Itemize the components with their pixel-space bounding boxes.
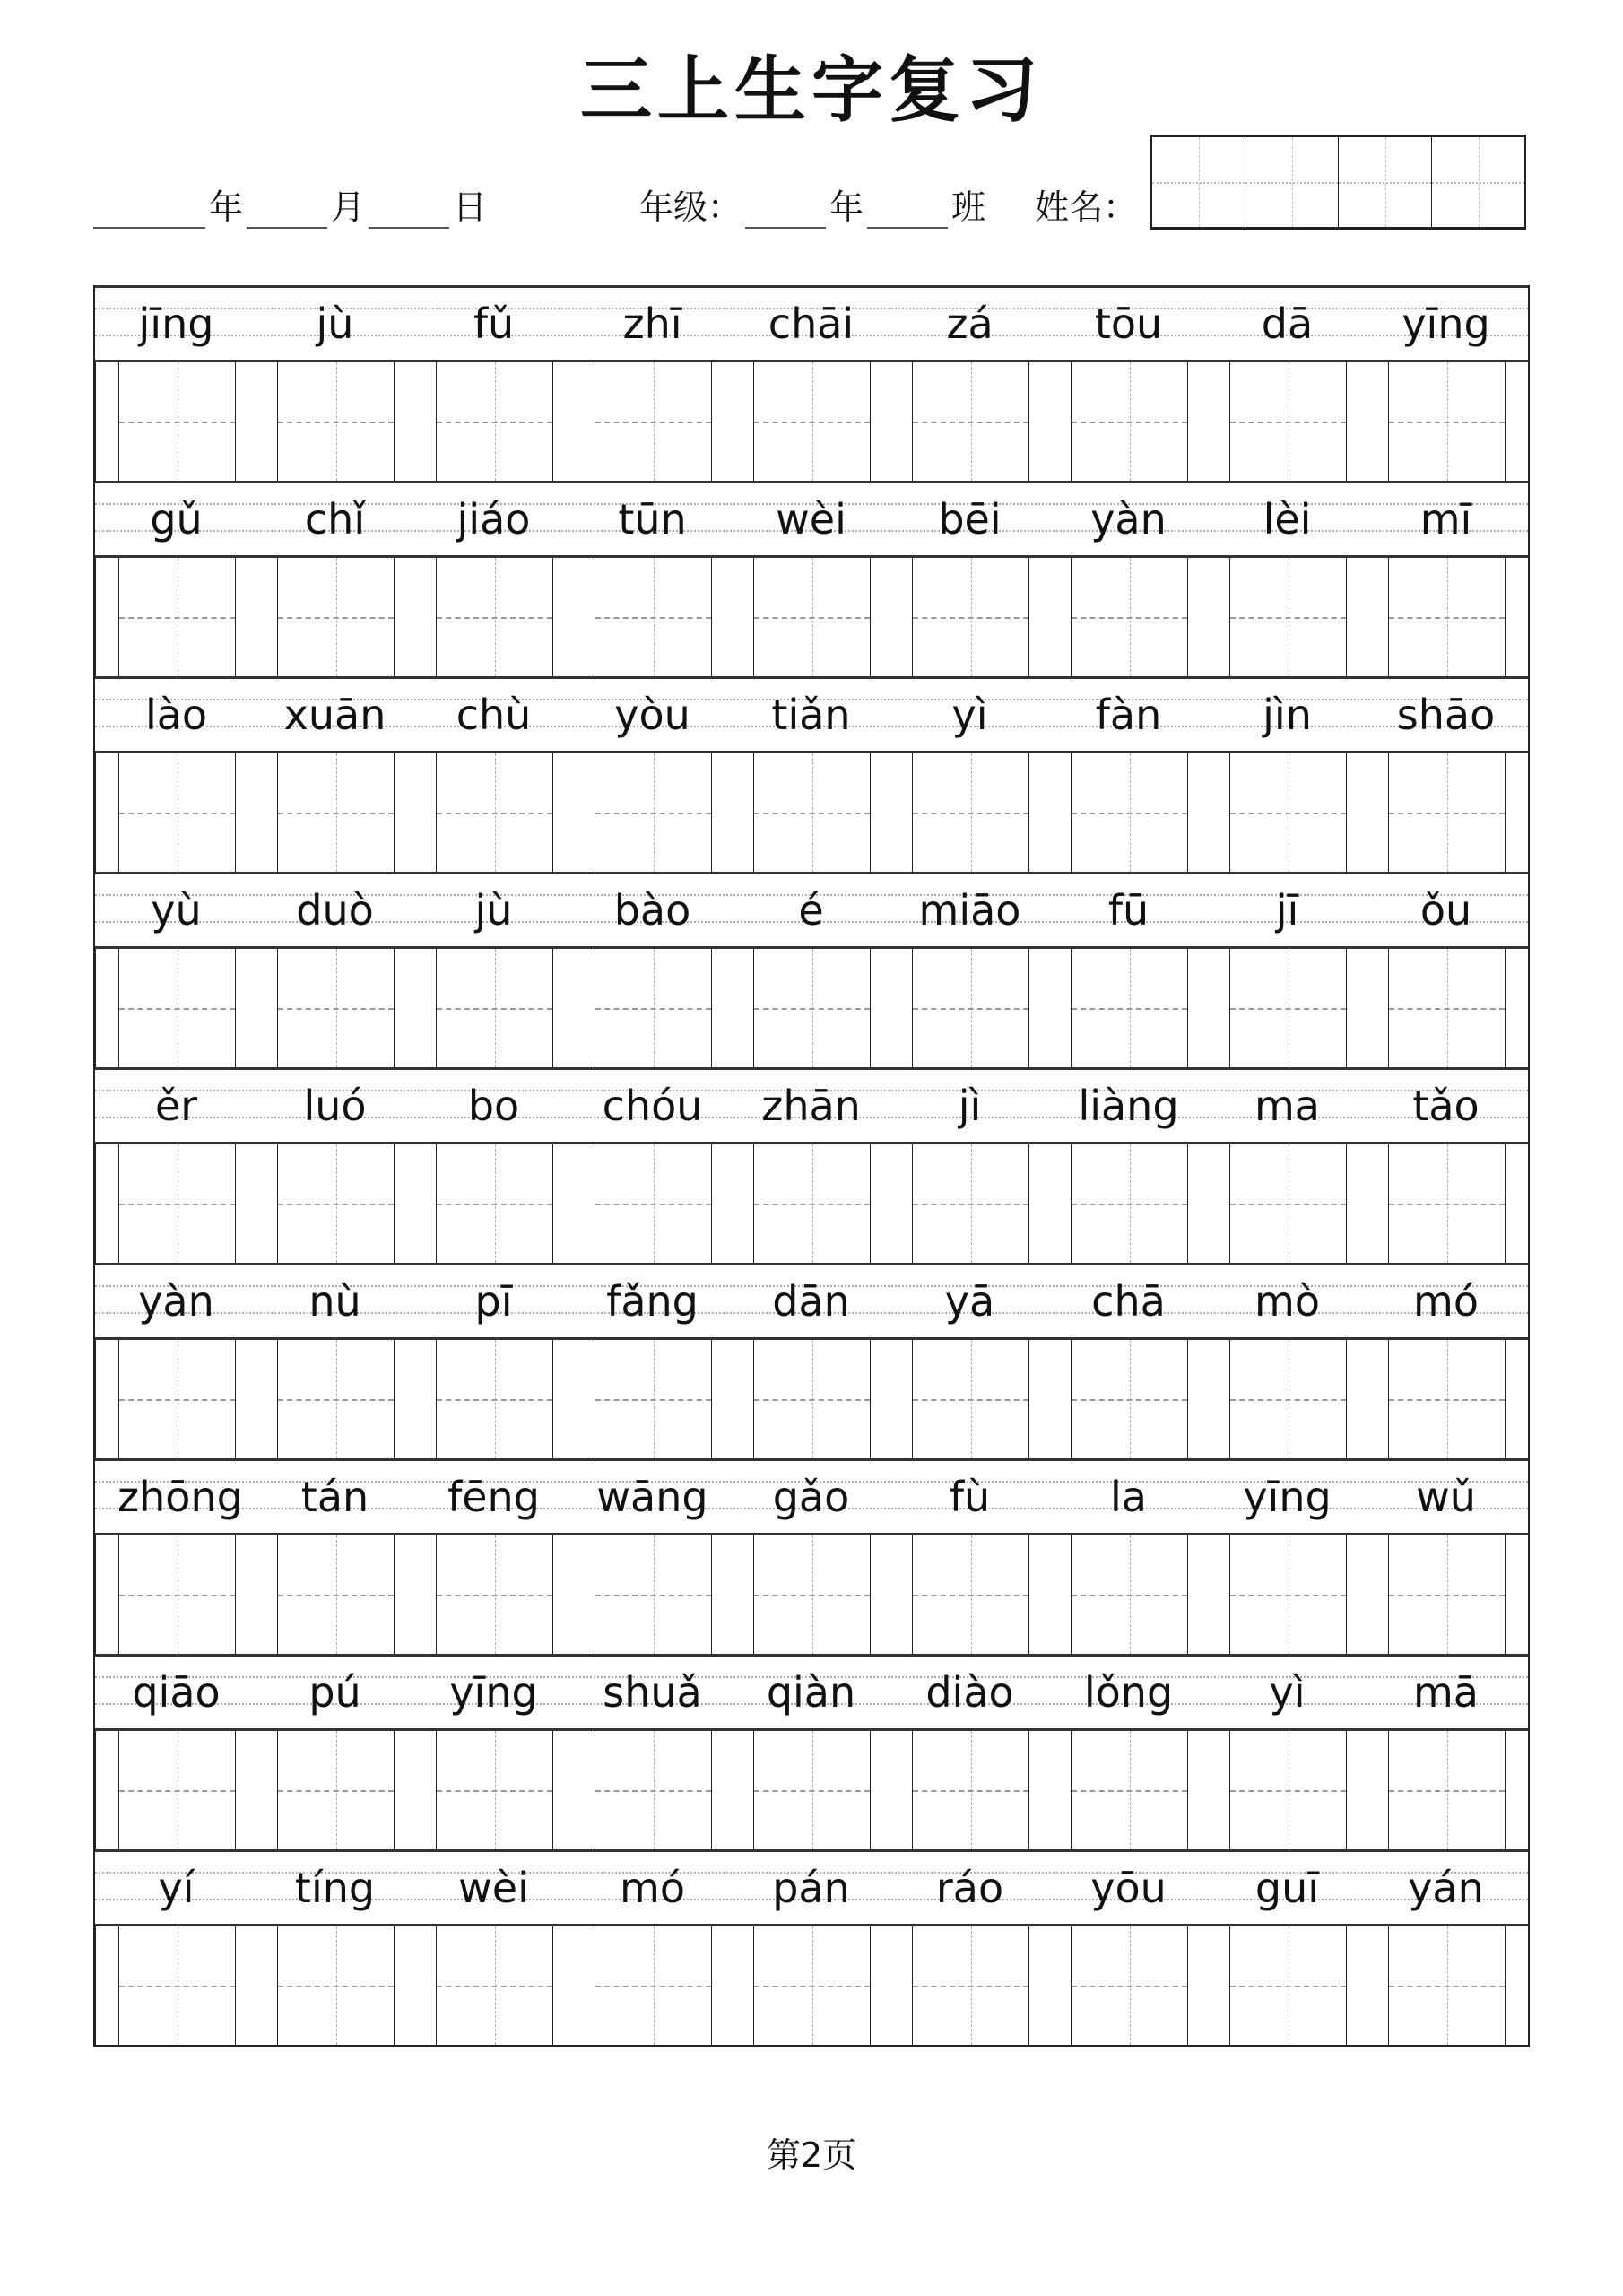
tianzige-writing-cell[interactable] — [1388, 1926, 1506, 2045]
pinyin-label: yí — [158, 1864, 195, 1912]
pinyin-label: zhān — [761, 1082, 861, 1130]
pinyin-label: lào — [144, 691, 208, 739]
tianzige-writing-cell[interactable] — [1071, 1535, 1188, 1654]
tianzige-writing-cell[interactable] — [118, 1535, 236, 1654]
tianzige-writing-cell[interactable] — [753, 558, 871, 676]
tianzige-writing-cell[interactable] — [1388, 1340, 1506, 1458]
writing-row — [95, 1144, 1528, 1263]
writing-row — [95, 753, 1528, 872]
tianzige-writing-cell[interactable] — [1388, 558, 1506, 676]
tianzige-writing-cell[interactable] — [1071, 1144, 1188, 1263]
grade-label: 年级： — [639, 187, 742, 227]
pinyin-label: é — [798, 886, 824, 935]
pinyin-label: liàng — [1078, 1082, 1179, 1130]
writing-row — [95, 362, 1528, 481]
year-label: 年 — [209, 187, 244, 227]
tianzige-writing-cell[interactable] — [118, 1926, 236, 2045]
pinyin-label: yù — [151, 886, 202, 935]
tianzige-writing-cell[interactable] — [1388, 1144, 1506, 1263]
pinyin-row — [95, 1849, 1528, 1926]
pinyin-label: yā — [944, 1277, 995, 1326]
tianzige-writing-cell[interactable] — [595, 949, 712, 1067]
pinyin-label: ma — [1254, 1082, 1320, 1130]
tianzige-writing-cell[interactable] — [436, 558, 553, 676]
pinyin-label: nù — [308, 1277, 361, 1326]
tianzige-writing-cell[interactable] — [912, 1731, 1029, 1849]
pinyin-label: miāo — [918, 886, 1021, 935]
pinyin-row — [95, 872, 1528, 949]
pinyin-row — [95, 481, 1528, 558]
class-blank[interactable] — [867, 191, 948, 229]
month-label: 月 — [331, 187, 366, 227]
tianzige-writing-cell[interactable] — [277, 1731, 395, 1849]
year-blank[interactable] — [93, 191, 205, 229]
name-cell[interactable] — [1245, 137, 1339, 227]
name-cell[interactable] — [1339, 137, 1432, 227]
tianzige-writing-cell[interactable] — [1071, 362, 1188, 481]
tianzige-writing-cell[interactable] — [277, 753, 395, 872]
tianzige-writing-cell[interactable] — [118, 1144, 236, 1263]
tianzige-writing-cell[interactable] — [912, 1144, 1029, 1263]
tianzige-writing-cell[interactable] — [595, 1535, 712, 1654]
tianzige-writing-cell[interactable] — [1071, 753, 1188, 872]
pinyin-label: wǔ — [1416, 1473, 1476, 1521]
pinyin-label: jīng — [138, 300, 214, 348]
pinyin-label: duò — [296, 886, 374, 935]
pinyin-label: tōu — [1094, 300, 1163, 348]
pinyin-label: tūn — [618, 495, 687, 544]
pinyin-label: yàn — [1090, 495, 1167, 544]
pinyin-label: guī — [1254, 1864, 1320, 1912]
tianzige-writing-cell[interactable] — [436, 1535, 553, 1654]
pinyin-label: fǎng — [606, 1277, 699, 1326]
tianzige-writing-cell[interactable] — [436, 1144, 553, 1263]
tianzige-writing-cell[interactable] — [595, 1731, 712, 1849]
header-fields — [90, 179, 1137, 229]
tianzige-writing-cell[interactable] — [1071, 1340, 1188, 1458]
tianzige-writing-cell[interactable] — [1229, 1144, 1347, 1263]
day-blank[interactable] — [369, 191, 449, 229]
pinyin-label: qiàn — [766, 1668, 856, 1717]
tianzige-writing-cell[interactable] — [912, 1926, 1029, 2045]
pinyin-label: jù — [316, 300, 354, 348]
tianzige-writing-cell[interactable] — [1071, 558, 1188, 676]
tianzige-writing-cell[interactable] — [436, 1731, 553, 1849]
pinyin-label: chǐ — [304, 495, 366, 544]
tianzige-writing-cell[interactable] — [595, 1144, 712, 1263]
tianzige-writing-cell[interactable] — [277, 949, 395, 1067]
tianzige-writing-cell[interactable] — [1388, 753, 1506, 872]
tianzige-writing-cell[interactable] — [436, 362, 553, 481]
tianzige-writing-cell[interactable] — [118, 1731, 236, 1849]
pinyin-label: fù — [949, 1473, 991, 1521]
tianzige-writing-cell[interactable] — [277, 1535, 395, 1654]
pinyin-label: chāi — [768, 300, 855, 348]
pinyin-label: shāo — [1396, 691, 1496, 739]
pinyin-label: bào — [613, 886, 691, 935]
pinyin-row — [95, 676, 1528, 753]
tianzige-writing-cell[interactable] — [595, 558, 712, 676]
tianzige-writing-cell[interactable] — [1071, 1926, 1188, 2045]
tianzige-writing-cell[interactable] — [277, 1340, 395, 1458]
pinyin-label: xuān — [283, 691, 386, 739]
pinyin-label: jì — [958, 1082, 982, 1130]
day-label: 日 — [453, 187, 488, 227]
tianzige-writing-cell[interactable] — [277, 558, 395, 676]
pinyin-label: mò — [1254, 1277, 1320, 1326]
practice-sheet — [93, 285, 1530, 2047]
page-number: 第2页 — [766, 2135, 857, 2175]
pinyin-label: chóu — [602, 1082, 703, 1130]
pinyin-label: dān — [772, 1277, 850, 1326]
tianzige-writing-cell[interactable] — [595, 1340, 712, 1458]
grade-blank[interactable] — [745, 191, 826, 229]
pinyin-label: tíng — [294, 1864, 376, 1912]
tianzige-writing-cell[interactable] — [753, 949, 871, 1067]
writing-row — [95, 1926, 1528, 2045]
pinyin-label: yì — [1269, 1668, 1306, 1717]
tianzige-writing-cell[interactable] — [118, 1340, 236, 1458]
pinyin-label: diào — [925, 1668, 1014, 1717]
pinyin-label: tán — [300, 1473, 369, 1521]
pinyin-label: pī — [474, 1277, 513, 1326]
pinyin-label: yòu — [614, 691, 690, 739]
pinyin-label: tiǎn — [771, 691, 851, 739]
pinyin-label: wāng — [596, 1473, 708, 1521]
tianzige-writing-cell[interactable] — [753, 362, 871, 481]
pinyin-label: lèi — [1263, 495, 1312, 544]
pinyin-label: zhōng — [117, 1473, 243, 1521]
tianzige-writing-cell[interactable] — [753, 1731, 871, 1849]
pinyin-label: dā — [1261, 300, 1314, 348]
grade-year-label: 年 — [829, 187, 864, 227]
pinyin-label: fēng — [447, 1473, 540, 1521]
tianzige-writing-cell[interactable] — [277, 362, 395, 481]
tianzige-writing-cell[interactable] — [1229, 949, 1347, 1067]
tianzige-writing-cell[interactable] — [753, 1926, 871, 2045]
tianzige-writing-cell[interactable] — [912, 949, 1029, 1067]
writing-row — [95, 949, 1528, 1067]
tianzige-writing-cell[interactable] — [595, 1926, 712, 2045]
pinyin-label: luó — [303, 1082, 367, 1130]
pinyin-label: lǒng — [1083, 1668, 1174, 1717]
tianzige-writing-cell[interactable] — [753, 1340, 871, 1458]
tianzige-writing-cell[interactable] — [595, 362, 712, 481]
pinyin-row — [95, 1458, 1528, 1535]
pinyin-row — [95, 285, 1528, 362]
writing-row — [95, 1340, 1528, 1458]
tianzige-writing-cell[interactable] — [118, 362, 236, 481]
pinyin-label: ěr — [154, 1082, 198, 1130]
tianzige-writing-cell[interactable] — [595, 753, 712, 872]
tianzige-writing-cell[interactable] — [436, 1926, 553, 2045]
pinyin-label: zhī — [622, 300, 682, 348]
tianzige-writing-cell[interactable] — [753, 753, 871, 872]
tianzige-writing-cell[interactable] — [277, 1144, 395, 1263]
pinyin-label: yīng — [1402, 300, 1490, 348]
tianzige-writing-cell[interactable] — [118, 753, 236, 872]
pinyin-label: chù — [456, 691, 532, 739]
pinyin-label: yàn — [138, 1277, 214, 1326]
name-writing-box[interactable] — [1150, 135, 1526, 230]
pinyin-label: yīng — [1243, 1473, 1332, 1521]
tianzige-writing-cell[interactable] — [1071, 1731, 1188, 1849]
pinyin-label: yán — [1408, 1864, 1484, 1912]
tianzige-writing-cell[interactable] — [912, 1535, 1029, 1654]
name-cell[interactable] — [1152, 137, 1245, 227]
pinyin-label: gǔ — [150, 495, 203, 544]
writing-row — [95, 1731, 1528, 1849]
tianzige-writing-cell[interactable] — [1388, 362, 1506, 481]
pinyin-label: fū — [1107, 886, 1150, 935]
pinyin-label: jù — [474, 886, 513, 935]
pinyin-label: yì — [951, 691, 988, 739]
tianzige-writing-cell[interactable] — [1388, 1535, 1506, 1654]
pinyin-label: ráo — [935, 1864, 1004, 1912]
pinyin-label: fǔ — [473, 300, 515, 348]
name-label: 姓名： — [1035, 187, 1138, 227]
pinyin-row — [95, 1067, 1528, 1144]
tianzige-writing-cell[interactable] — [436, 753, 553, 872]
tianzige-writing-cell[interactable] — [436, 949, 553, 1067]
class-label: 班 — [951, 187, 986, 227]
tianzige-writing-cell[interactable] — [118, 949, 236, 1067]
writing-row — [95, 1535, 1528, 1654]
pinyin-label: jiáo — [456, 495, 531, 544]
writing-row — [95, 558, 1528, 676]
tianzige-writing-cell[interactable] — [1229, 1926, 1347, 2045]
pinyin-label: bo — [467, 1082, 520, 1130]
tianzige-writing-cell[interactable] — [1071, 949, 1188, 1067]
pinyin-row — [95, 1263, 1528, 1340]
pinyin-label: pú — [308, 1668, 361, 1717]
tianzige-writing-cell[interactable] — [1388, 949, 1506, 1067]
tianzige-writing-cell[interactable] — [1229, 1535, 1347, 1654]
tianzige-writing-cell[interactable] — [1229, 1731, 1347, 1849]
tianzige-writing-cell[interactable] — [912, 558, 1029, 676]
pinyin-label: wèi — [776, 495, 846, 544]
tianzige-writing-cell[interactable] — [1229, 362, 1347, 481]
pinyin-row — [95, 1654, 1528, 1731]
pinyin-label: gǎo — [772, 1473, 850, 1521]
month-blank[interactable] — [247, 191, 327, 229]
pinyin-label: fàn — [1095, 691, 1162, 739]
pinyin-label: shuǎ — [603, 1668, 702, 1717]
tianzige-writing-cell[interactable] — [1229, 753, 1347, 872]
tianzige-writing-cell[interactable] — [912, 753, 1029, 872]
pinyin-label: qiāo — [132, 1668, 221, 1717]
pinyin-label: jī — [1275, 886, 1299, 935]
pinyin-label: yīng — [449, 1668, 538, 1717]
pinyin-label: yōu — [1090, 1864, 1167, 1912]
pinyin-label: zá — [946, 300, 994, 348]
pinyin-label: tǎo — [1412, 1082, 1480, 1130]
pinyin-label: mó — [1413, 1277, 1479, 1326]
tianzige-writing-cell[interactable] — [912, 362, 1029, 481]
pinyin-label: jìn — [1263, 691, 1312, 739]
pinyin-label: la — [1110, 1473, 1147, 1521]
tianzige-writing-cell[interactable] — [1229, 1340, 1347, 1458]
tianzige-writing-cell[interactable] — [753, 1535, 871, 1654]
pinyin-label: mó — [620, 1864, 685, 1912]
tianzige-writing-cell[interactable] — [277, 1926, 395, 2045]
pinyin-label: mā — [1413, 1668, 1479, 1717]
tianzige-writing-cell[interactable] — [436, 1340, 553, 1458]
page-title: 三上生字复习 — [580, 48, 1043, 132]
pinyin-label: mī — [1419, 495, 1472, 544]
tianzige-writing-cell[interactable] — [912, 1340, 1029, 1458]
name-cell[interactable] — [1432, 137, 1524, 227]
pinyin-label: ǒu — [1419, 886, 1472, 935]
tianzige-writing-cell[interactable] — [753, 1144, 871, 1263]
tianzige-writing-cell[interactable] — [118, 558, 236, 676]
pinyin-label: bēi — [938, 495, 1002, 544]
pinyin-label: wèi — [458, 1864, 529, 1912]
pinyin-label: pán — [772, 1864, 850, 1912]
tianzige-writing-cell[interactable] — [1388, 1731, 1506, 1849]
pinyin-label: chā — [1091, 1277, 1166, 1326]
tianzige-writing-cell[interactable] — [1229, 558, 1347, 676]
